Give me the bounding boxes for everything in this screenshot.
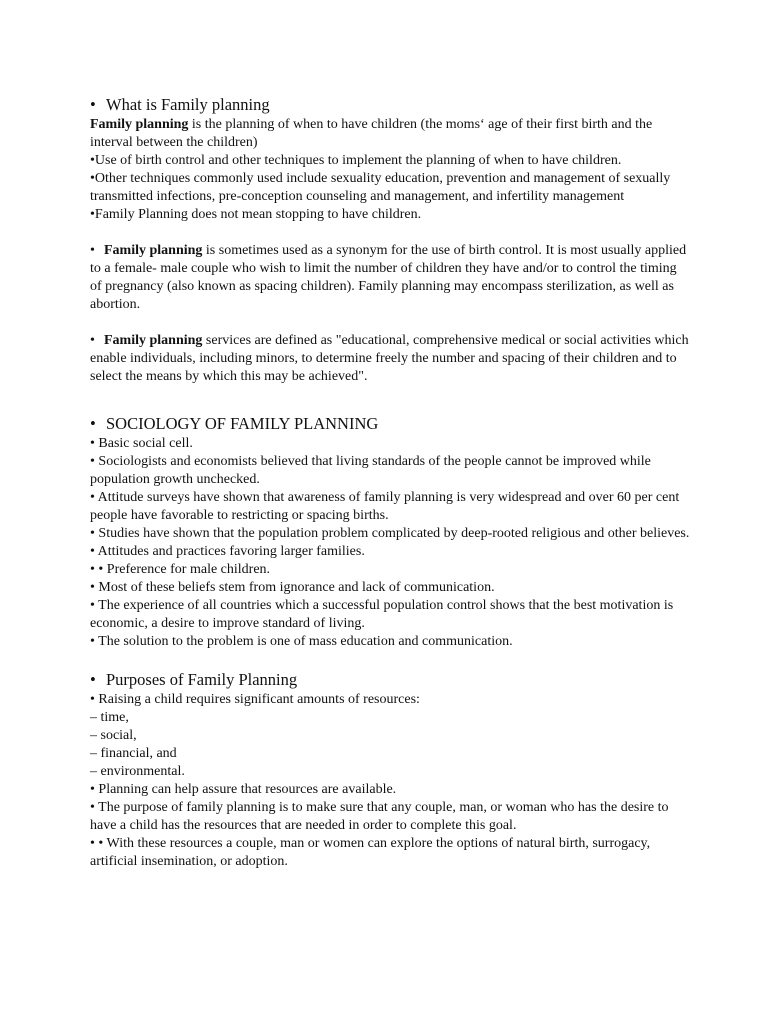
- section-heading-sociology: • SOCIOLOGY OF FAMILY PLANNING: [90, 414, 379, 433]
- bullet-icon: •: [90, 670, 96, 689]
- services-paragraph: • Family planning services are defined as "educational, comprehensive medical or social activities which enable individuals, including minors, to determine freely the number and spacing of their children and to select the means by which this may be achieved".: [90, 333, 689, 384]
- list-item: • Basic social cell.: [90, 436, 193, 451]
- list-item: – social,: [90, 728, 137, 743]
- list-item: • • With these resources a couple, man or women can explore the options of natural birth, surrogacy, artificial insemination, or adoption.: [90, 836, 651, 869]
- synonym-paragraph: • Family planning is sometimes used as a synonym for the use of birth control. It is most usually applied to a female- male couple who wish to limit the number of children they have and/or to control the timing of pregnancy (also known as spacing children). Family planning may encompass sterilization, as well as abortion.: [90, 243, 687, 312]
- list-item: – financial, and: [90, 746, 177, 761]
- list-item: •Other techniques commonly used include sexuality education, prevention and management of sexually transmitted infections, pre-conception counseling and management, and infertility management: [90, 171, 671, 204]
- list-item: • Attitudes and practices favoring larger families.: [90, 544, 365, 559]
- definition-paragraph: Family planning is the planning of when to have children (the moms‘ age of their first birth and the interval between the children): [90, 117, 653, 150]
- list-item: •Family Planning does not mean stopping to have children.: [90, 207, 422, 222]
- document-body: [90, 94, 690, 871]
- list-item: • Raising a child requires significant amounts of resources:: [90, 692, 420, 707]
- bullet-icon: •: [90, 95, 96, 114]
- list-item: • • Preference for male children.: [90, 562, 271, 577]
- list-item: • The experience of all countries which a successful population control shows that the best motivation is economic, a desire to improve standard of living.: [90, 598, 674, 631]
- list-item: • Studies have shown that the population problem complicated by deep-rooted religious and other believes.: [90, 526, 690, 541]
- bullet-icon: •: [90, 414, 96, 433]
- list-item: – time,: [90, 710, 129, 725]
- bullet-icon: •: [90, 333, 95, 348]
- section-heading-what-is: • What is Family planning: [90, 95, 270, 114]
- section-heading-purposes: • Purposes of Family Planning: [90, 670, 298, 689]
- list-item: • Planning can help assure that resources are available.: [90, 782, 397, 797]
- list-item: – environmental.: [90, 764, 185, 779]
- list-item: • Attitude surveys have shown that awareness of family planning is very widespread and over 60 per cent people have favorable to restricting or spacing births.: [90, 490, 680, 523]
- list-item: • The solution to the problem is one of mass education and communication.: [90, 634, 513, 649]
- list-item: • The purpose of family planning is to make sure that any couple, man, or woman who has the desire to have a child has the resources that are needed in order to complete this goal.: [90, 800, 669, 833]
- list-item: •Use of birth control and other techniques to implement the planning of when to have children.: [90, 153, 622, 168]
- list-item: • Most of these beliefs stem from ignorance and lack of communication.: [90, 580, 495, 595]
- list-item: • Sociologists and economists believed that living standards of the people cannot be improved while population growth unchecked.: [90, 454, 651, 487]
- bullet-icon: •: [90, 243, 95, 258]
